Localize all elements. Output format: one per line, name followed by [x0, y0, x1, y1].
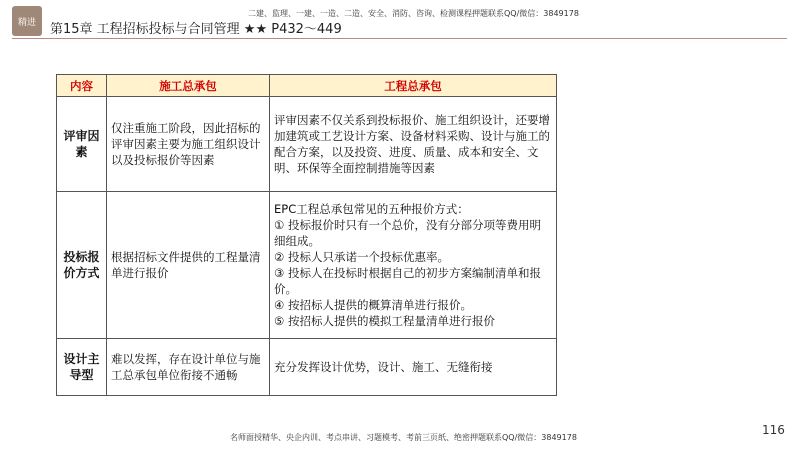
top-contact-note: 二建、监理、一建、一造、二造、安全、消防、咨询、检测课程押题联系QQ/微信：3849178 [248, 9, 579, 18]
epc-list-line: ④ 按招标人提供的概算清单进行报价。 [274, 298, 472, 312]
epc-list-line: ② 投标人只承诺一个投标优惠率。 [274, 250, 449, 264]
table-row [57, 97, 557, 192]
page-number: 116 [762, 423, 785, 437]
construction-cell: 仅注重施工阶段，因此招标的评审因素主要为施工组织设计以及投标报价等因素 [107, 97, 270, 192]
table-row [57, 339, 557, 396]
epc-list-line: ⑤ 按招标人提供的模拟工程量清单进行报价 [274, 314, 495, 328]
header-content: 内容 [57, 75, 107, 97]
table-header-row [57, 75, 557, 97]
row-label: 设计主导型 [57, 339, 107, 396]
epc-cell [270, 192, 557, 339]
epc-cell: 充分发挥设计优势，设计、施工、无缝衔接 [270, 339, 557, 396]
row-label: 评审因素 [57, 97, 107, 192]
logo: 精进 [12, 6, 42, 36]
title-divider [12, 38, 787, 39]
bottom-contact-note: 名师面授精华、央企内训、考点串讲、习题模考、考前三页纸、绝密押题联系QQ/微信：3849178 [230, 433, 577, 442]
comparison-table [56, 74, 557, 396]
epc-list-line: ① 投标报价时只有一个总价，没有分部分项等费用明细组成。 [274, 218, 541, 248]
construction-cell: 根据招标文件提供的工程量清单进行报价 [107, 192, 270, 339]
epc-cell: 评审因素不仅关系到投标报价、施工组织设计，还要增加建筑或工艺设计方案、设备材料采购、设计与施工的配合方案，以及投资、进度、质量、成本和安全、文明、环保等全面控制措施等因素 [270, 97, 557, 192]
header-construction-general: 施工总承包 [107, 75, 270, 97]
page-title: 第15章 工程招标投标与合同管理 ★★ P432～449 [50, 22, 342, 37]
row-label: 投标报价方式 [57, 192, 107, 339]
header-epc: 工程总承包 [270, 75, 557, 97]
epc-list-line: EPC工程总承包常见的五种报价方式： [274, 202, 469, 216]
epc-list-line: ③ 投标人在投标时根据自己的初步方案编制清单和报价。 [274, 266, 541, 296]
table-row [57, 192, 557, 339]
construction-cell: 难以发挥，存在设计单位与施工总承包单位衔接不通畅 [107, 339, 270, 396]
